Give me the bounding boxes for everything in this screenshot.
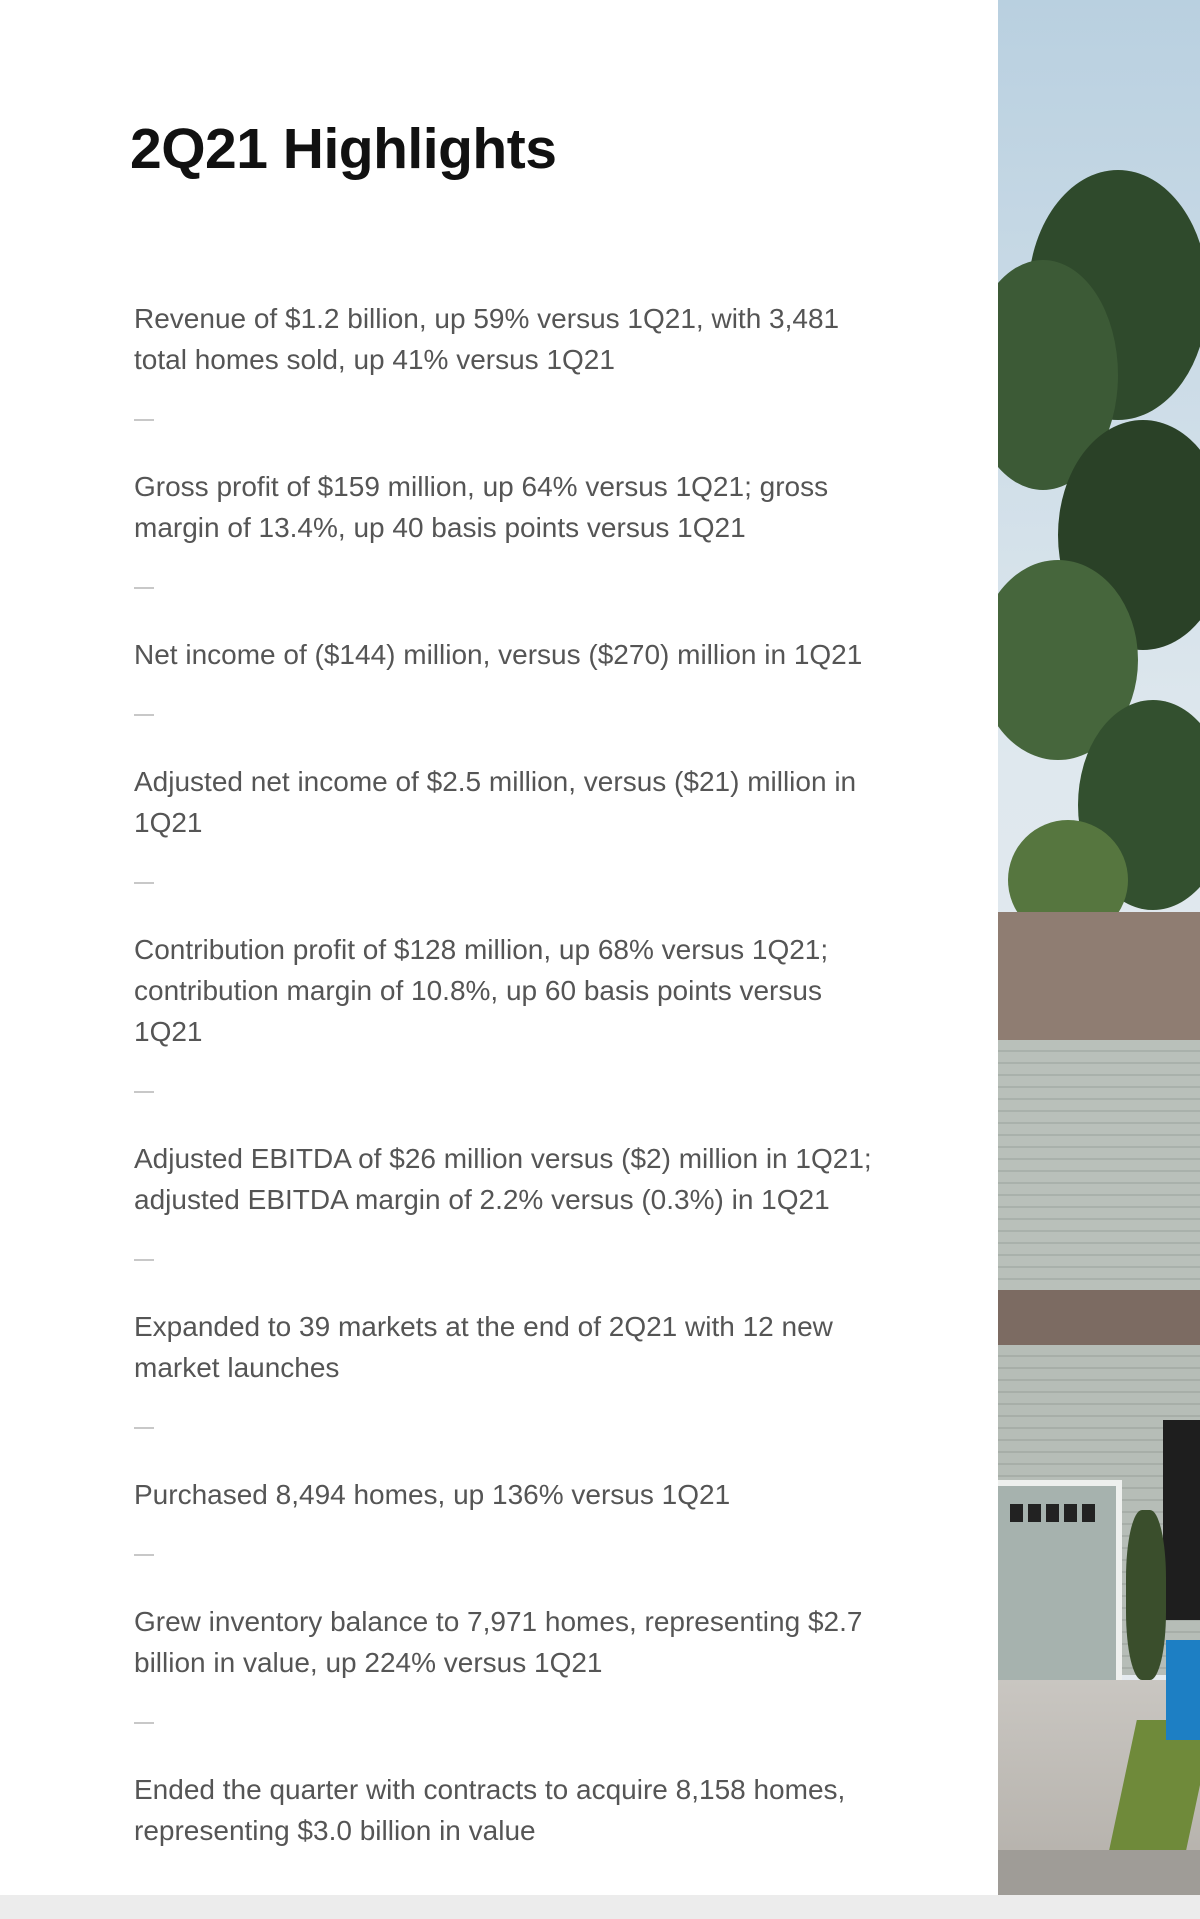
highlight-net-income: Net income of ($144) million, versus ($270) million in 1Q21 [134, 639, 863, 670]
separator [134, 882, 154, 884]
curb [998, 1850, 1200, 1895]
garage-window [1028, 1504, 1041, 1522]
shrub [1126, 1510, 1166, 1680]
highlight-adjusted-ebitda: Adjusted EBITDA of $26 million versus ($2) million in 1Q21; adjusted EBITDA margin of 2.2% versus (0.3%) in 1Q21 [134, 1143, 872, 1215]
house-siding [998, 1040, 1200, 1290]
separator [134, 1554, 154, 1556]
highlight-contracts: Ended the quarter with contracts to acquire 8,158 homes, representing $3.0 billion in value [134, 1774, 846, 1846]
highlight-revenue: Revenue of $1.2 billion, up 59% versus 1Q21, with 3,481 total homes sold, up 41% versus 1Q21 [134, 303, 840, 375]
garage-window [1046, 1504, 1059, 1522]
highlight-adjusted-net-income: Adjusted net income of $2.5 million, versus ($21) million in 1Q21 [134, 766, 857, 838]
highlight-gross-profit: Gross profit of $159 million, up 64% versus 1Q21; gross margin of 13.4%, up 40 basis points versus 1Q21 [134, 471, 829, 543]
garage-window [1082, 1504, 1095, 1522]
separator [134, 1091, 154, 1093]
page-bottom-strip [0, 1895, 1200, 1919]
highlight-homes-purchased: Purchased 8,494 homes, up 136% versus 1Q21 [134, 1479, 731, 1510]
separator [134, 587, 154, 589]
highlight-inventory: Grew inventory balance to 7,971 homes, representing $2.7 billion in value, up 224% versus 1Q21 [134, 1606, 863, 1678]
separator [134, 1259, 154, 1261]
garage-window [1010, 1504, 1023, 1522]
garage-door [998, 1480, 1122, 1692]
highlight-contribution-profit: Contribution profit of $128 million, up 68% versus 1Q21; contribution margin of 10.8%, up 60 basis points versus 1Q21 [134, 934, 829, 1047]
separator [134, 714, 154, 716]
highlights-list [134, 298, 874, 1851]
garage-window [1064, 1504, 1077, 1522]
highlight-markets: Expanded to 39 markets at the end of 2Q21 with 12 new market launches [134, 1311, 833, 1383]
separator [134, 1722, 154, 1724]
porch-roof [998, 1290, 1200, 1345]
separator [134, 419, 154, 421]
house-photo [998, 0, 1200, 1895]
separator [134, 1427, 154, 1429]
yard-sign [1166, 1640, 1200, 1740]
front-door [1163, 1420, 1200, 1620]
page-title: 2Q21 Highlights [130, 117, 557, 181]
